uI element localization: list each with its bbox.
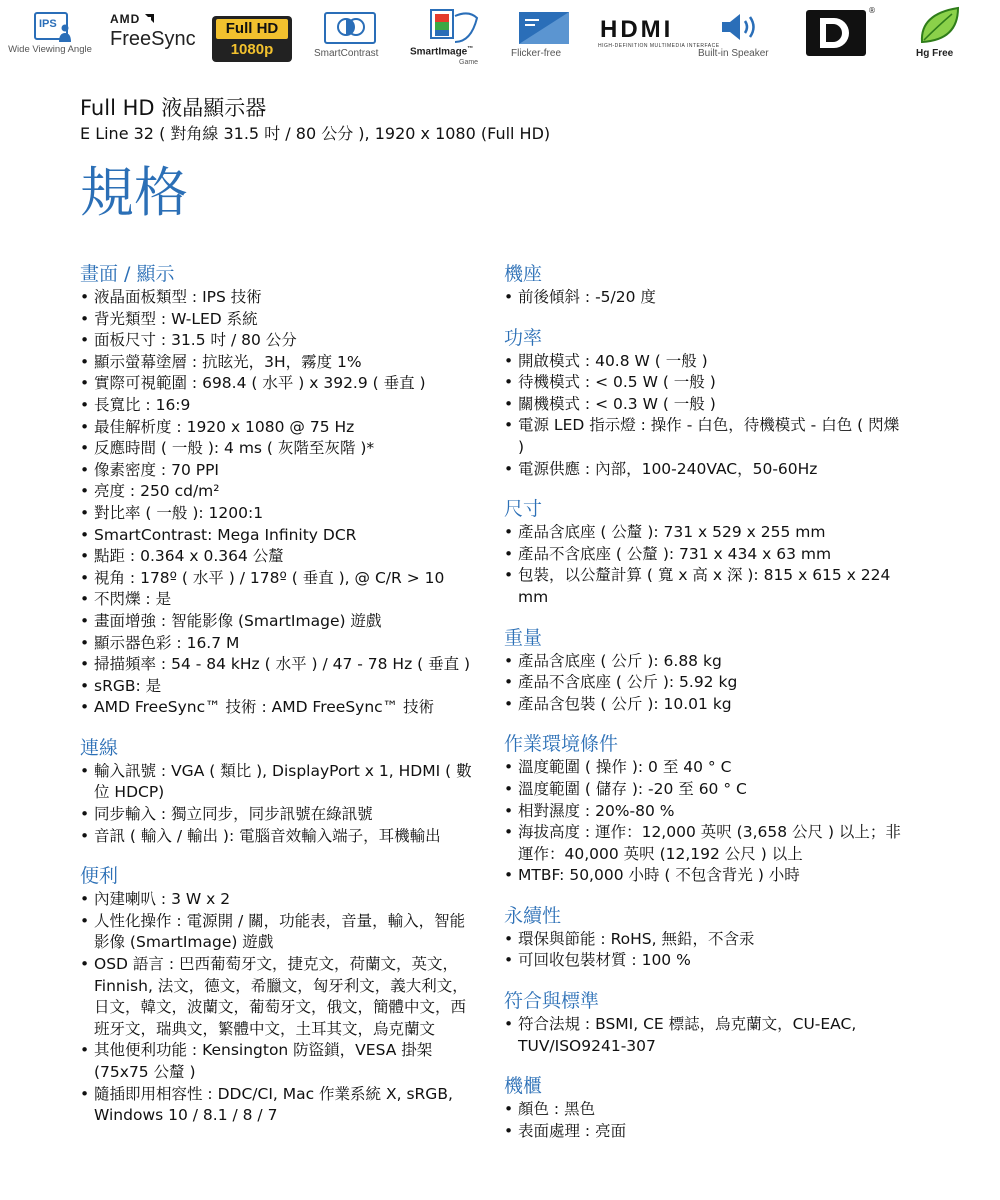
spec-item: • 電源供應 : 內部，100-240VAC，50-60Hz <box>504 459 909 481</box>
speaker-feature <box>690 6 790 66</box>
spec-list <box>504 651 909 716</box>
section-heading: 機櫃 <box>504 1075 543 1098</box>
spec-item: • 顯示器色彩 : 16.7 M <box>80 633 480 655</box>
flicker-free-feature <box>505 6 585 66</box>
hdmi-logo-subtext: HIGH-DEFINITION MULTIMEDIA INTERFACE <box>598 43 720 49</box>
section-heading: 機座 <box>504 263 543 285</box>
amd-freesync-logo <box>100 6 205 66</box>
smartimage-tm: ™ <box>467 46 474 52</box>
spec-section <box>504 497 909 608</box>
amd-brand-text: AMD <box>110 12 141 26</box>
smartimage-sub: Game <box>459 59 479 66</box>
spec-item: • 其他便利功能 : Kensington 防盜鎖，VESA 掛架 (75x75 公釐 ) <box>80 1040 480 1083</box>
hgfree-caption: Hg Free <box>916 48 954 59</box>
spec-item: • 產品含包裝 ( 公斤 ): 10.01 kg <box>504 694 909 716</box>
spec-column-right <box>504 262 909 1159</box>
amd-arrow-icon <box>244 12 245 13</box>
spec-item: • 可回收包裝材質 : 100 % <box>504 950 909 972</box>
spec-column-left <box>80 262 480 1144</box>
spec-item: • 產品不含底座 ( 公斤 ): 5.92 kg <box>504 672 909 694</box>
person-icon <box>58 24 72 42</box>
spec-item: • 音訊 ( 輸入 / 輸出 ): 電腦音效輸入端子，耳機輸出 <box>80 826 480 848</box>
spec-item: • 視角 : 178º ( 水平 ) / 178º ( 垂直 ), @ C/R > 10 <box>80 568 480 590</box>
spec-item: • 海拔高度 : 運作：12,000 英呎 (3,658 公尺 ) 以上；非運作：40,000 英呎 (12,192 公尺 ) 以上 <box>504 822 909 865</box>
smartimage-feature <box>405 6 495 66</box>
spec-item: • 不閃爍 : 是 <box>80 589 480 611</box>
spec-item: • SmartContrast: Mega Infinity DCR <box>80 525 480 547</box>
spec-item: • 關機模式 : < 0.3 W ( 一般 ) <box>504 394 909 416</box>
smartcontrast-caption: SmartContrast <box>314 48 379 59</box>
spec-list <box>80 287 480 719</box>
section-heading: 連線 <box>80 736 119 759</box>
spec-item: • 反應時間 ( 一般 ): 4 ms ( 灰階至灰階 )* <box>80 438 480 460</box>
spec-item: • 點距 : 0.364 x 0.364 公釐 <box>80 546 480 568</box>
spec-item: • 像素密度 : 70 PPI <box>80 460 480 482</box>
spec-item: • 待機模式 : < 0.5 W ( 一般 ) <box>504 372 909 394</box>
section-heading: 功率 <box>504 326 543 349</box>
smartimage-caption-text: SmartImage <box>410 46 468 58</box>
spec-item: • 環保與節能 : RoHS, 無鉛，不含汞 <box>504 929 909 951</box>
speaker-icon <box>720 12 760 42</box>
spec-item: • 對比率 ( 一般 ): 1200:1 <box>80 503 480 525</box>
spec-section <box>80 864 480 1127</box>
smartimage-icon <box>421 6 481 46</box>
section-heading: 作業環境條件 <box>504 733 619 756</box>
leaf-icon <box>918 6 962 46</box>
displayport-logo <box>804 6 874 66</box>
spec-section <box>80 736 480 847</box>
spec-item: • 相對濕度 : 20%-80 % <box>504 801 909 823</box>
spec-item: • 產品含底座 ( 公斤 ): 6.88 kg <box>504 651 909 673</box>
spec-section <box>504 1074 909 1142</box>
fullhd-bottom-text: 1080p <box>230 41 274 58</box>
spec-list <box>504 522 909 608</box>
hdmi-logo: HDMI <box>600 16 674 43</box>
smartimage-caption <box>410 46 473 57</box>
product-title: Full HD 液晶顯示器 <box>80 96 267 120</box>
section-heading: 重量 <box>504 626 543 649</box>
spec-item: • 同步輸入 : 獨立同步，同步訊號在綠訊號 <box>80 804 480 826</box>
spec-item: • 亮度 : 250 cd/m² <box>80 481 480 503</box>
section-heading: 畫面 / 顯示 <box>80 263 175 285</box>
spec-list <box>504 757 909 887</box>
spec-item: • 溫度範圍 ( 儲存 ): -20 至 60 ° C <box>504 779 909 801</box>
section-heading: 永續性 <box>504 904 562 927</box>
speaker-caption: Built-in Speaker <box>698 48 769 59</box>
section-heading: 符合與標準 <box>504 990 600 1013</box>
spec-item: • 內建喇叭 : 3 W x 2 <box>80 889 480 911</box>
fullhd-badge-icon <box>212 16 292 62</box>
ips-badge-text: IPS <box>39 18 57 30</box>
spec-item: • 電源 LED 指示燈 : 操作 - 白色，待機模式 - 白色 ( 閃爍 ) <box>504 415 909 458</box>
spec-item: • 產品含底座 ( 公釐 ): 731 x 529 x 255 mm <box>504 522 909 544</box>
spec-list <box>80 761 480 847</box>
spec-list <box>504 929 909 972</box>
registered-mark: ® <box>868 6 876 15</box>
spec-item: • 隨插即用相容性 : DDC/CI, Mac 作業系統 X, sRGB, Windows 10 / 8.1 / 8 / 7 <box>80 1084 480 1127</box>
spec-section <box>504 326 909 481</box>
spec-list <box>504 1014 909 1057</box>
spec-item: • 開啟模式 : 40.8 W ( 一般 ) <box>504 351 909 373</box>
spec-item: • 最佳解析度 : 1920 x 1080 @ 75 Hz <box>80 417 480 439</box>
spec-item: • 液晶面板類型 : IPS 技術 <box>80 287 480 309</box>
spec-item: • 實際可視範圍 : 698.4 ( 水平 ) x 392.9 ( 垂直 ) <box>80 373 480 395</box>
spec-item: • 輸入訊號 : VGA ( 類比 ), DisplayPort x 1, HDMI ( 數位 HDCP) <box>80 761 480 804</box>
spec-item: • 畫面增強 : 智能影像 (SmartImage) 遊戲 <box>80 611 480 633</box>
flicker-free-icon <box>519 12 569 44</box>
spec-section <box>80 262 480 719</box>
spec-item: • 溫度範圍 ( 操作 ): 0 至 40 ° C <box>504 757 909 779</box>
spec-list <box>504 351 909 481</box>
section-heading: 便利 <box>80 865 119 888</box>
ips-caption: Wide Viewing Angle <box>8 44 92 55</box>
spec-item: • 顏色 : 黑色 <box>504 1099 909 1121</box>
smartcontrast-icon <box>324 12 376 44</box>
spec-item: • 顯示螢幕塗層 : 抗眩光，3H，霧度 1% <box>80 352 480 374</box>
flicker-free-caption: Flicker-free <box>511 48 562 59</box>
spec-item: • 背光類型 : W-LED 系統 <box>80 309 480 331</box>
spec-title: 規格 <box>80 161 188 224</box>
hgfree-feature <box>906 6 976 66</box>
product-subtitle: E Line 32 ( 對角線 31.5 吋 / 80 公分 ), 1920 x 1080 (Full HD) <box>80 124 551 143</box>
spec-item: • AMD FreeSync™ 技術 : AMD FreeSync™ 技術 <box>80 697 480 719</box>
spec-list <box>504 287 909 309</box>
spec-section <box>504 626 909 716</box>
spec-section <box>504 732 909 887</box>
spec-section <box>504 262 909 309</box>
spec-item: • 包裝，以公釐計算 ( 寬 x 高 x 深 ): 815 x 615 x 224 mm <box>504 565 909 608</box>
spec-item: • 產品不含底座 ( 公釐 ): 731 x 434 x 63 mm <box>504 544 909 566</box>
ips-feature <box>0 6 100 66</box>
freesync-text: FreeSync <box>110 28 196 50</box>
spec-item: • OSD 語言 : 巴西葡萄牙文，捷克文，荷蘭文，英文，Finnish, 法文，德文，希臘文，匈牙利文，義大利文，日文，韓文，波蘭文，葡萄牙文，俄文，簡體中文，西班牙文，瑞典文，繁體中文，土耳其文，烏克蘭文 <box>80 954 480 1040</box>
section-heading: 尺寸 <box>504 498 543 521</box>
fullhd-top-text: Full HD <box>216 19 288 39</box>
spec-item: • 符合法規 : BSMI, CE 標誌，烏克蘭文，CU-EAC, TUV/ISO9241-307 <box>504 1014 909 1057</box>
spec-item: • 掃描頻率 : 54 - 84 kHz ( 水平 ) / 47 - 78 Hz ( 垂直 ) <box>80 654 480 676</box>
spec-list <box>80 889 480 1127</box>
feature-icon-strip <box>0 6 1000 66</box>
spec-item: • sRGB: 是 <box>80 676 480 698</box>
spec-item: • 長寬比 : 16:9 <box>80 395 480 417</box>
spec-item: • 人性化操作 : 電源開 / 關，功能表，音量，輸入，智能影像 (SmartImage) 遊戲 <box>80 911 480 954</box>
spec-item: • 前後傾斜 : -5/20 度 <box>504 287 909 309</box>
smartcontrast-feature <box>308 6 393 66</box>
displayport-icon <box>804 8 868 58</box>
spec-item: • 面板尺寸 : 31.5 吋 / 80 公分 <box>80 330 480 352</box>
spec-section <box>504 989 909 1057</box>
spec-item: • 表面處理 : 亮面 <box>504 1121 909 1143</box>
spec-list <box>504 1099 909 1142</box>
amd-mark-icon <box>144 13 155 24</box>
spec-section <box>504 904 909 972</box>
spec-item: • MTBF: 50,000 小時 ( 不包含背光 ) 小時 <box>504 865 909 887</box>
